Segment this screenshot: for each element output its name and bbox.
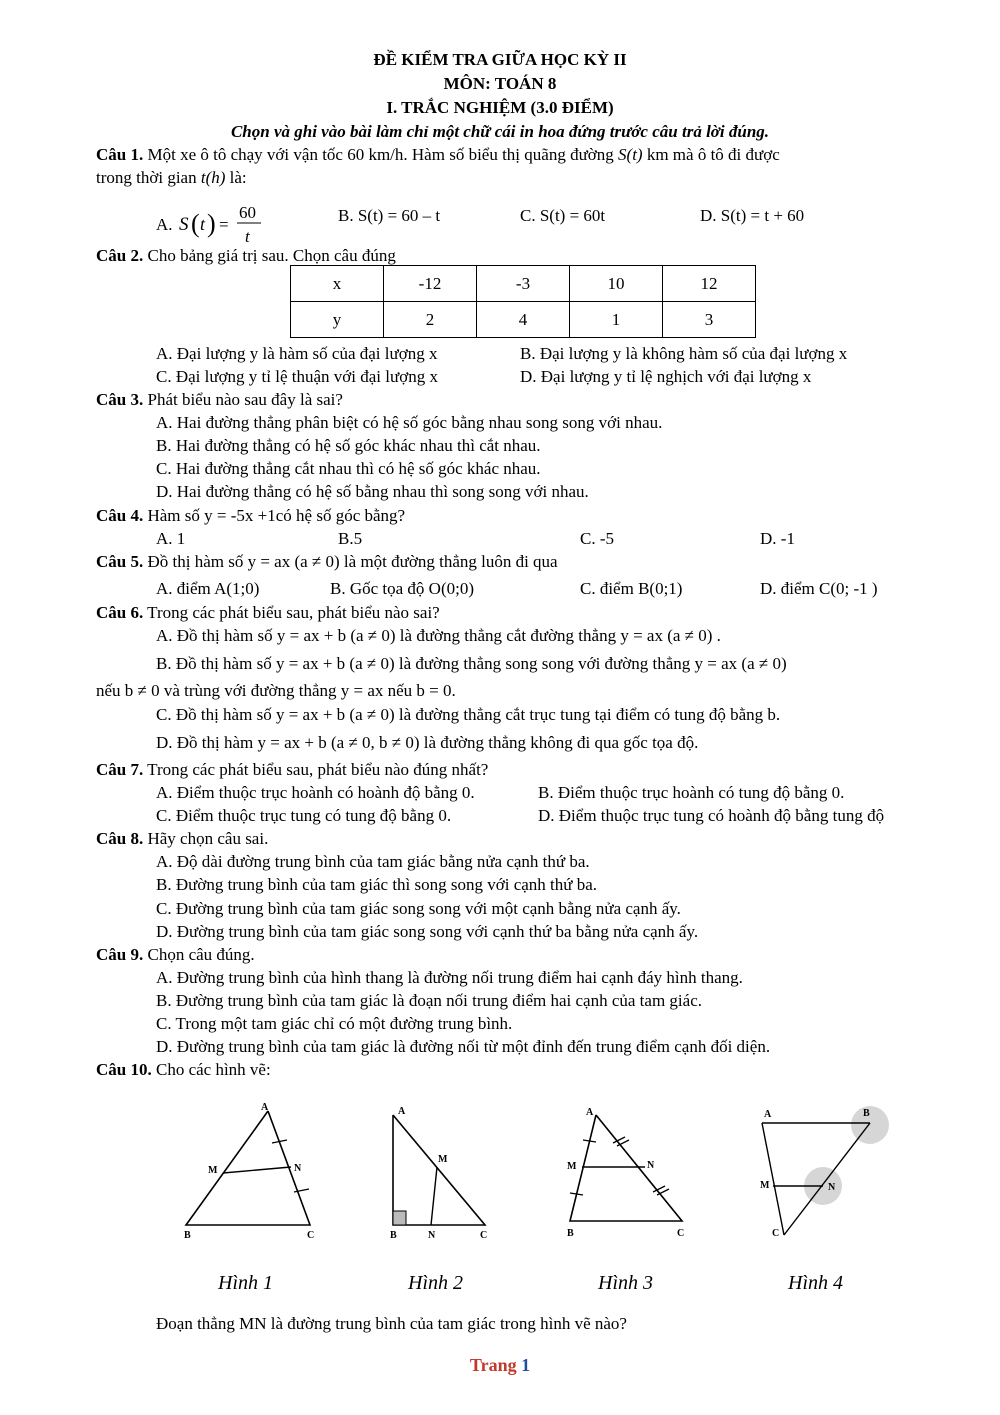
page-number: 1 bbox=[521, 1355, 531, 1375]
svg-text:C: C bbox=[772, 1228, 780, 1239]
svg-text:A: A bbox=[261, 1102, 269, 1113]
q9-option-a: A. Đường trung bình của hình thang là đường nối trung điểm hai cạnh đáy hình thang. bbox=[156, 968, 743, 987]
q7-option-c: C. Điểm thuộc trục tung có tung độ bằng 0. bbox=[156, 806, 452, 825]
q6-stem: Câu 6. Trong các phát biểu sau, phát biểu nào sai? bbox=[96, 603, 440, 622]
table-cell: 1 bbox=[570, 302, 663, 338]
table-cell: 10 bbox=[570, 266, 663, 302]
q9-option-b: B. Đường trung bình của tam giác là đoạn nối trung điểm hai cạnh của tam giác. bbox=[156, 991, 702, 1010]
q1-option-a: A. S ( t ) = 60 t bbox=[156, 204, 267, 248]
geometry-figures bbox=[150, 1095, 910, 1295]
q4-option-c: C. -5 bbox=[580, 529, 614, 548]
table-cell: 12 bbox=[663, 266, 756, 302]
figure-1-caption: Hình 1 bbox=[218, 1272, 273, 1294]
svg-text:B: B bbox=[184, 1230, 191, 1241]
svg-text:(: ( bbox=[190, 209, 200, 238]
q8-option-a: A. Độ dài đường trung bình của tam giác bằng nửa cạnh thứ ba. bbox=[156, 852, 590, 871]
q5-stem: Câu 5. Đồ thị hàm số y = ax (a ≠ 0) là một đường thẳng luôn đi qua bbox=[96, 552, 558, 571]
q2-option-c: C. Đại lượng y tỉ lệ thuận với đại lượng x bbox=[156, 367, 438, 386]
table-cell: 3 bbox=[663, 302, 756, 338]
svg-text:M: M bbox=[760, 1180, 770, 1191]
figure-3 bbox=[567, 1107, 684, 1239]
svg-text:C: C bbox=[480, 1230, 488, 1241]
svg-text:C: C bbox=[677, 1228, 685, 1239]
footer-word: Trang bbox=[469, 1355, 517, 1375]
table-row bbox=[291, 302, 756, 338]
svg-text:B: B bbox=[863, 1108, 870, 1119]
q8-option-c: C. Đường trung bình của tam giác song song với một cạnh bằng nửa cạnh ấy. bbox=[156, 899, 681, 918]
q6-option-b-line2: nếu b ≠ 0 và trùng với đường thẳng y = ax nếu b = 0. bbox=[96, 681, 456, 700]
q6-option-b-line1: B. Đồ thị hàm số y = ax + b (a ≠ 0) là đường thẳng song song với đường thẳng y = ax (a ≠ 0) bbox=[156, 654, 787, 673]
q9-stem: Câu 9. Chọn câu đúng. bbox=[96, 945, 255, 964]
q3-option-b: B. Hai đường thẳng có hệ số góc khác nhau thì cắt nhau. bbox=[156, 436, 541, 455]
q8-option-d: D. Đường trung bình của tam giác song song với cạnh thứ ba bằng nửa cạnh ấy. bbox=[156, 922, 699, 941]
table-cell: -3 bbox=[477, 266, 570, 302]
q1-option-d: D. S(t) = t + 60 bbox=[700, 206, 805, 225]
svg-text:A: A bbox=[586, 1107, 594, 1118]
q3-option-a: A. Hai đường thẳng phân biệt có hệ số góc bằng nhau song song với nhau. bbox=[156, 413, 663, 432]
q3-stem: Câu 3. Phát biểu nào sau đây là sai? bbox=[96, 390, 343, 409]
table-cell: 4 bbox=[477, 302, 570, 338]
q1-formula bbox=[177, 202, 267, 246]
q5-option-a: A. điểm A(1;0) bbox=[156, 579, 260, 598]
svg-text:A: A bbox=[764, 1109, 772, 1120]
table-cell: 2 bbox=[384, 302, 477, 338]
q1-stem-line2: trong thời gian t(h) là: bbox=[96, 168, 247, 187]
figure-4 bbox=[760, 1106, 889, 1239]
q9-option-d: D. Đường trung bình của tam giác là đường nối từ một đỉnh đến trung điểm cạnh đối diện. bbox=[156, 1037, 771, 1056]
table-row bbox=[291, 266, 756, 302]
exam-title: ĐỀ KIỂM TRA GIỮA HỌC KỲ II bbox=[373, 50, 627, 69]
q4-option-a: A. 1 bbox=[156, 529, 186, 548]
figure-2-caption: Hình 2 bbox=[408, 1272, 463, 1294]
svg-text:N: N bbox=[294, 1163, 302, 1174]
figure-3-caption: Hình 3 bbox=[598, 1272, 653, 1294]
svg-text:60: 60 bbox=[238, 203, 256, 222]
svg-text:t: t bbox=[244, 227, 250, 246]
q7-option-b: B. Điểm thuộc trục hoành có tung độ bằng 0. bbox=[538, 783, 845, 802]
svg-text:N: N bbox=[828, 1182, 836, 1193]
q9-option-c: C. Trong một tam giác chỉ có một đường trung bình. bbox=[156, 1014, 513, 1033]
q6-option-d: D. Đồ thị hàm y = ax + b (a ≠ 0, b ≠ 0) là đường thẳng không đi qua gốc tọa độ. bbox=[156, 733, 699, 752]
figure-2 bbox=[390, 1106, 487, 1241]
q1-stem-line1: Câu 1. Một xe ô tô chạy với vận tốc 60 km/h. Hàm số biểu thị quãng đường S(t) km mà ô tô đi được bbox=[96, 145, 780, 164]
q3-option-d: D. Hai đường thẳng có hệ số bằng nhau thì song song với nhau. bbox=[156, 482, 589, 501]
q10-question: Đoạn thẳng MN là đường trung bình của tam giác trong hình vẽ nào? bbox=[156, 1314, 627, 1333]
svg-text:C: C bbox=[307, 1230, 315, 1241]
subject-line: MÔN: TOÁN 8 bbox=[443, 74, 557, 93]
q4-option-b: B.5 bbox=[338, 529, 363, 548]
svg-text:M: M bbox=[567, 1161, 577, 1172]
q7-option-a: A. Điểm thuộc trục hoành có hoành độ bằng 0. bbox=[156, 783, 475, 802]
figure-1 bbox=[184, 1102, 314, 1241]
q5-option-b: B. Gốc tọa độ O(0;0) bbox=[330, 579, 475, 598]
q6-option-a: A. Đồ thị hàm số y = ax + b (a ≠ 0) là đường thẳng cắt đường thẳng y = ax (a ≠ 0) . bbox=[156, 626, 721, 645]
svg-text:N: N bbox=[647, 1160, 655, 1171]
q7-stem: Câu 7. Trong các phát biểu sau, phát biểu nào đúng nhất? bbox=[96, 760, 489, 779]
q2-option-a: A. Đại lượng y là hàm số của đại lượng x bbox=[156, 344, 438, 363]
svg-text:S: S bbox=[178, 214, 189, 235]
q4-stem: Câu 4. Hàm số y = -5x +1có hệ số góc bằng? bbox=[96, 506, 406, 525]
q8-stem: Câu 8. Hãy chọn câu sai. bbox=[96, 829, 269, 848]
figure-4-caption: Hình 4 bbox=[788, 1272, 843, 1294]
table-cell: y bbox=[291, 302, 384, 338]
value-table bbox=[290, 265, 756, 338]
q7-option-d: D. Điểm thuộc trục tung có hoành độ bằng tung độ bbox=[538, 806, 885, 825]
q5-option-c: C. điểm B(0;1) bbox=[580, 579, 683, 598]
q3-option-c: C. Hai đường thẳng cắt nhau thì có hệ số góc khác nhau. bbox=[156, 459, 541, 478]
svg-text:A: A bbox=[398, 1106, 406, 1117]
svg-text:): ) bbox=[206, 209, 216, 238]
table-cell: x bbox=[291, 266, 384, 302]
q2-option-b: B. Đại lượng y là không hàm số của đại lượng x bbox=[520, 344, 848, 363]
q4-option-d: D. -1 bbox=[760, 529, 795, 548]
q2-option-d: D. Đại lượng y tỉ lệ nghịch với đại lượng x bbox=[520, 367, 812, 386]
q5-option-d: D. điểm C(0; -1 ) bbox=[760, 579, 878, 598]
table-cell: -12 bbox=[384, 266, 477, 302]
q1-option-c: C. S(t) = 60t bbox=[520, 206, 606, 225]
q10-stem: Câu 10. Cho các hình vẽ: bbox=[96, 1060, 271, 1079]
svg-text:B: B bbox=[390, 1230, 397, 1241]
svg-text:M: M bbox=[438, 1154, 448, 1165]
q2-stem: Câu 2. Cho bảng giá trị sau. Chọn câu đúng bbox=[96, 246, 396, 265]
svg-text:M: M bbox=[208, 1165, 218, 1176]
q1-option-b: B. S(t) = 60 – t bbox=[338, 206, 441, 225]
svg-text:=: = bbox=[218, 215, 229, 234]
q6-option-c: C. Đồ thị hàm số y = ax + b (a ≠ 0) là đường thẳng cắt trục tung tại điểm có tung độ bằng b. bbox=[156, 705, 781, 724]
svg-text:N: N bbox=[428, 1230, 436, 1241]
page-footer bbox=[0, 1354, 1000, 1377]
svg-text:t: t bbox=[199, 214, 205, 234]
instruction: Chọn và ghi vào bài làm chỉ một chữ cái in hoa đứng trước câu trả lời đúng. bbox=[230, 122, 770, 141]
q8-option-b: B. Đường trung bình của tam giác thì song song với cạnh thứ ba. bbox=[156, 875, 598, 894]
section-title: I. TRẮC NGHIỆM (3.0 ĐIỂM) bbox=[386, 98, 614, 117]
svg-text:B: B bbox=[567, 1228, 574, 1239]
